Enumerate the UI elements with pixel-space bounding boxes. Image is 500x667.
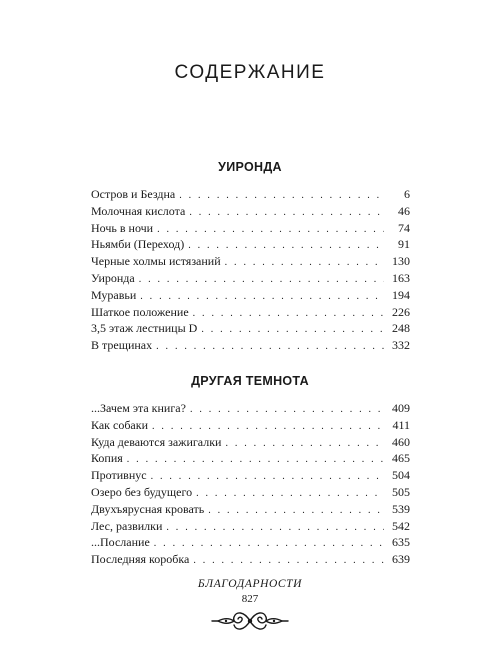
entry-title: Уиронда: [91, 270, 135, 285]
toc-entry[interactable]: [91, 551, 410, 568]
section-title-drugaya-temnota: ДРУГАЯ ТЕМНОТА: [191, 374, 309, 388]
toc-entry[interactable]: [91, 203, 410, 220]
toc-entry[interactable]: [91, 467, 410, 484]
afterword-page-number: 827: [241, 593, 259, 605]
toc-entry[interactable]: [91, 186, 410, 203]
entry-page-number: 130: [392, 254, 410, 269]
afterword-title[interactable]: БЛАГОДАРНОСТИ: [197, 578, 303, 590]
entry-title: Лес, развилки: [91, 518, 163, 533]
entry-title: Противнус: [91, 468, 147, 483]
entry-title: Шаткое положение: [91, 304, 189, 319]
toc-entry[interactable]: [91, 337, 410, 354]
toc-entry[interactable]: [91, 450, 410, 467]
entry-page-number: 409: [392, 401, 410, 415]
entry-page-number: 163: [392, 270, 410, 285]
dot-leader: [166, 520, 384, 537]
dot-leader: [156, 339, 384, 356]
entry-title: Двухъярусная кровать: [91, 501, 205, 516]
entry-page-number: 542: [392, 518, 410, 533]
entry-title: Куда деваются зажигалки: [91, 434, 222, 449]
entry-title: Ночь в ночи: [91, 220, 154, 235]
toc-entry[interactable]: [91, 287, 410, 304]
dot-leader: [193, 553, 384, 570]
dot-leader: [189, 205, 384, 222]
entry-page-number: 539: [392, 501, 410, 516]
dot-leader: [225, 436, 384, 453]
entry-title: Озеро без будущего: [91, 484, 193, 499]
entry-page-number: 635: [392, 535, 410, 550]
entry-page-number: 460: [392, 434, 410, 449]
toc-entry[interactable]: [91, 220, 410, 237]
entry-page-number: 505: [392, 484, 410, 499]
entry-page-number: 194: [392, 287, 410, 302]
dot-leader: [127, 452, 384, 469]
dot-leader: [208, 503, 384, 520]
entry-title: 3,5 этаж лестницы D: [91, 321, 198, 336]
toc-list-drugaya-temnota: [91, 400, 410, 568]
entry-title: Муравьи: [91, 287, 137, 302]
dot-leader: [139, 272, 384, 289]
entry-title: Последняя коробка: [91, 552, 190, 567]
page-title: СОДЕРЖАНИЕ: [174, 62, 326, 83]
entry-page-number: 639: [392, 552, 410, 567]
entry-page-number: 91: [398, 237, 410, 252]
entry-page-number: 226: [392, 304, 410, 319]
dot-leader: [201, 322, 384, 339]
toc-entry[interactable]: [91, 518, 410, 535]
entry-page-number: 504: [392, 468, 410, 483]
dot-leader: [225, 255, 384, 272]
entry-title: Ньямби (Переход): [91, 237, 185, 252]
entry-page-number: 6: [404, 187, 410, 201]
dot-leader: [196, 486, 384, 503]
entry-page-number: 248: [392, 321, 410, 336]
flourish-ornament-icon: [210, 607, 290, 635]
toc-entry[interactable]: [91, 400, 410, 417]
entry-page-number: 46: [398, 203, 410, 218]
entry-title: Как собаки: [91, 417, 149, 432]
dot-leader: [193, 306, 384, 323]
entry-title: В трещинах: [91, 338, 153, 353]
entry-title: Остров и Бездна: [91, 187, 176, 201]
toc-list-uironda: [91, 186, 410, 354]
dot-leader: [157, 222, 384, 239]
section-title-uironda: УИРОНДА: [218, 160, 282, 174]
entry-page-number: 465: [392, 451, 410, 466]
toc-entry[interactable]: [91, 304, 410, 321]
toc-entry[interactable]: [91, 270, 410, 287]
toc-entry[interactable]: [91, 484, 410, 501]
entry-page-number: 332: [392, 338, 410, 353]
toc-entry[interactable]: [91, 417, 410, 434]
entry-page-number: 411: [392, 417, 410, 432]
toc-entry[interactable]: [91, 534, 410, 551]
entry-page-number: 74: [398, 220, 410, 235]
toc-entry[interactable]: [91, 253, 410, 270]
entry-title: Копия: [91, 451, 123, 466]
entry-title: Молочная кислота: [91, 203, 186, 218]
entry-title: Черные холмы истязаний: [91, 254, 221, 269]
dot-leader: [190, 402, 384, 419]
dot-leader: [179, 188, 384, 205]
entry-title: ...Зачем эта книга?: [91, 401, 186, 415]
toc-entry[interactable]: [91, 434, 410, 451]
entry-title: ...Послание: [91, 535, 150, 550]
toc-entry[interactable]: [91, 236, 410, 253]
toc-entry[interactable]: [91, 320, 410, 337]
toc-entry[interactable]: [91, 501, 410, 518]
